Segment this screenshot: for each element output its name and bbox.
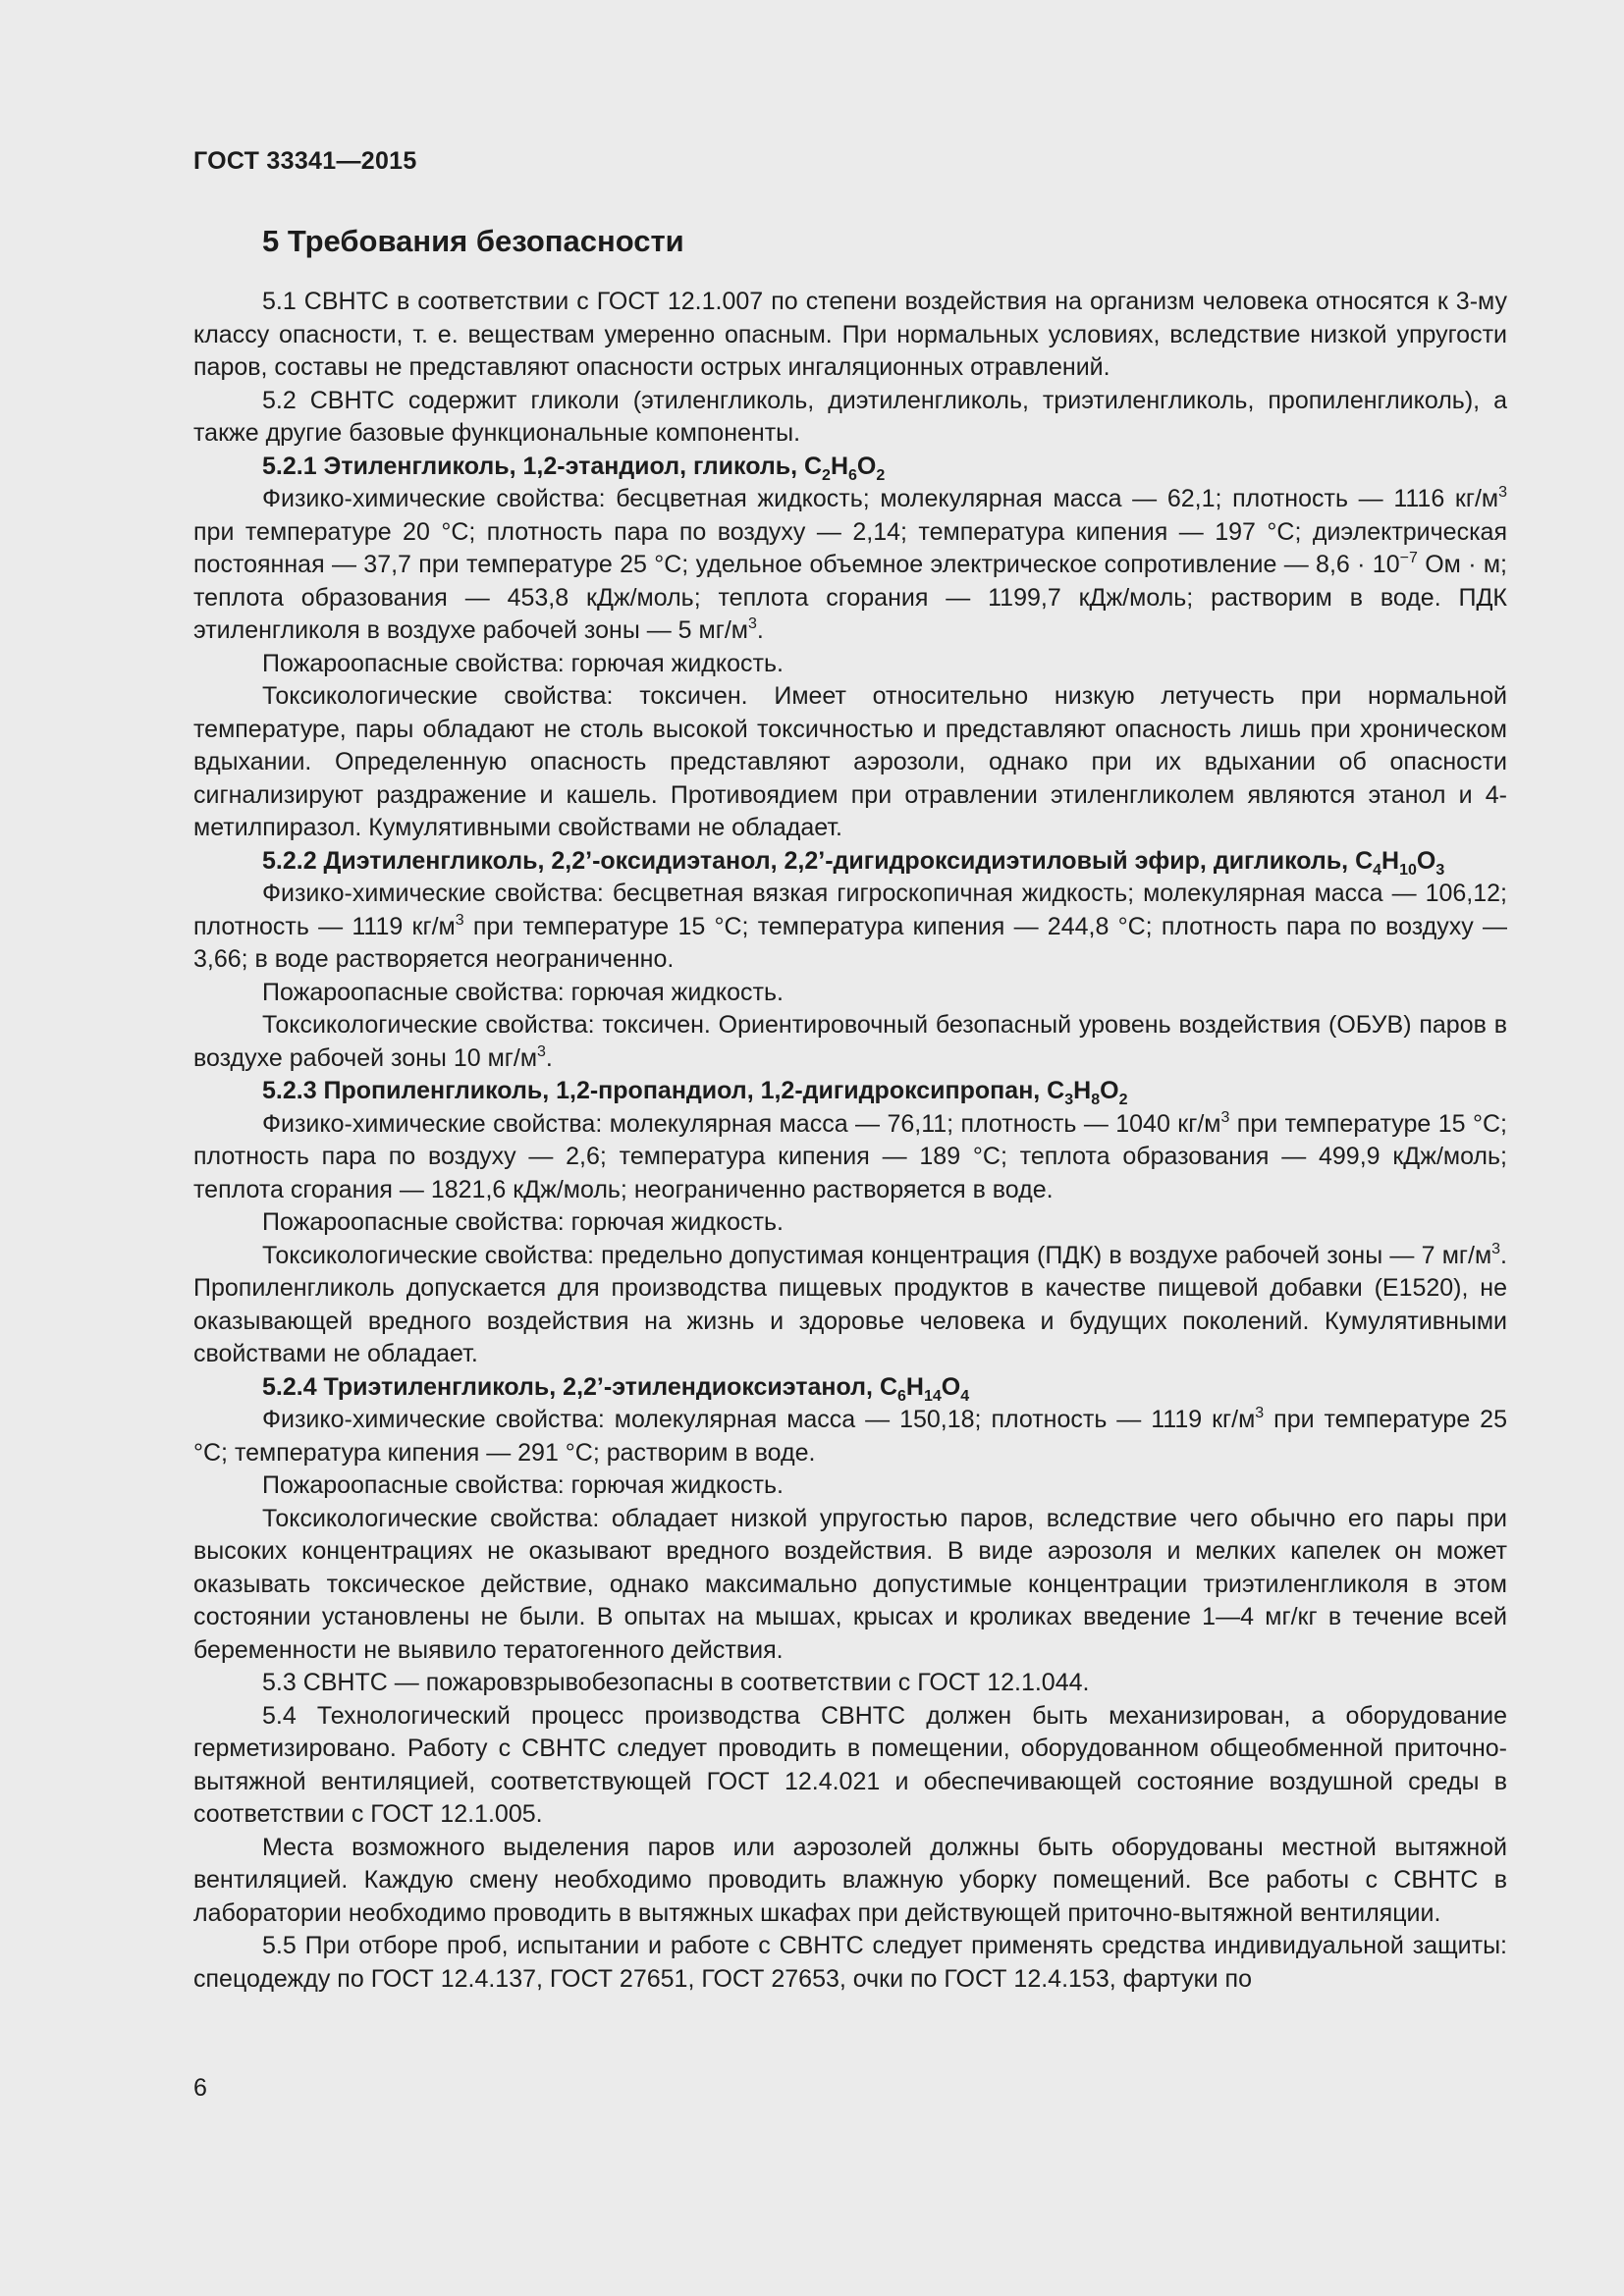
paragraph: 5.2 СВНТС содержит гликоли (этиленгликоль, диэтиленгликоль, триэтиленгликоль, пропиленгликоль), а также другие базовые функциональные компоненты. [193, 386, 1507, 447]
paragraph: Физико-химические свойства: бесцветная жидкость; молекулярная масса — 62,1; плотность — 1116 $кг/м^3$ при температуре 20 °С; плотность пара по воздуху — 2,14; температура кипения — 197 °С; диэлектрическая постоянная — 37,7 при температуре 25 °С; удельное объемное электрическое сопротивление — $8,6 \cdot 10^{-7}$ Ом · м; теплота образования — 453,8 кДж/моль; теплота сгорания — 1199,7 кДж/моль; растворим в воде. ПДК этиленгликоля в воздухе рабочей зоны — 5 $мг/м^3$. [193, 484, 1507, 644]
paragraph: Токсикологические свойства: токсичен. Ориентировочный безопасный уровень воздействия (ОБУВ) паров в воздухе рабочей зоны 10 $мг/м^3$. [193, 1011, 1507, 1072]
paragraph: Токсикологические свойства: предельно допустимая концентрация (ПДК) в воздухе рабочей зоны — 7 $мг/м^3$. Пропиленгликоль допускается для производства пищевых продуктов в качестве пищевой добавки (Е1520), не оказывающей вредного воздействия на жизнь и здоровье человека и будущих поколений. Кумулятивными свойствами не обладает. [193, 1240, 1507, 1367]
paragraph: Места возможного выделения паров или аэрозолей должны быть оборудованы местной вытяжной вентиляцией. Каждую смену необходимо проводить влажную уборку помещений. Все работы с СВНТС в лаборатории необходимо проводить в вытяжных шкафах при действующей приточно-вытяжной вентиляции. [193, 1833, 1507, 1927]
paragraph: Физико-химические свойства: молекулярная масса — 76,11; плотность — 1040 $кг/м^3$ при температуре 15 °С; плотность пара по воздуху — 2,6; температура кипения — 189 °С; теплота образования — 499,9 кДж/моль; теплота сгорания — 1821,6 кДж/моль; неограниченно растворяется в воде. [193, 1108, 1507, 1203]
paragraph: Пожароопасные свойства: горючая жидкость. [262, 649, 784, 677]
subsection-heading: 5.2.3 Пропиленгликоль, 1,2-пропандиол, 1,2-дигидроксипропан, $C_3H_8O_2$ [262, 1077, 1128, 1108]
paragraph: Физико-химические свойства: молекулярная масса — 150,18; плотность — 1119 $кг/м^3$ при температуре 25 °С; температура кипения — 291 °С; растворим в воде. [193, 1405, 1507, 1467]
paragraph: Токсикологические свойства: обладает низкой упругостью паров, вследствие чего обычно его пары при высоких концентрациях не оказывают вредного воздействия. В виде аэрозоля и мелких капелек он может оказывать токсическое действие, однако максимально допустимые концентрации триэтиленгликоля в этом состоянии установлены не были. В опытах на мышах, крысах и кроликах введение 1—4 мг/кг в течение всей беременности не выявило тератогенного действия. [193, 1504, 1507, 1664]
paragraph: Физико-химические свойства: бесцветная вязкая гигроскопичная жидкость; молекулярная масса — 106,12; плотность — 1119 $кг/м^3$ при температуре 15 °С; температура кипения — 244,8 °С; плотность пара по воздуху — 3,66; в воде растворяется неограниченно. [193, 880, 1507, 973]
paragraph: Пожароопасные свойства: горючая жидкость. [262, 1471, 784, 1499]
paragraph: 5.5 При отборе проб, испытании и работе с СВНТС следует применять средства индивидуальной защиты: спецодежду по ГОСТ 12.4.137, ГОСТ 27651, ГОСТ 27653, очки по ГОСТ 12.4.153, фартуки по [193, 1932, 1507, 1993]
document-body [193, 286, 1507, 1996]
paragraph: 5.3 СВНТС — пожаровзрывобезопасны в соответствии с ГОСТ 12.1.044. [262, 1669, 1090, 1696]
document-header-code: ГОСТ 33341—2015 [193, 147, 417, 175]
subsection-heading: 5.2.2 Диэтиленгликоль, 2,2’-оксидиэтанол, 2,2’-дигидроксидиэтиловый эфир, дигликоль, $C_4H_{10}O_3$ [262, 846, 1445, 879]
subsection-heading: 5.2.1 Этиленгликоль, 1,2-этандиол, гликоль, $C_2H_6O_2$ [262, 452, 886, 484]
paragraph: 5.4 Технологический процесс производства СВНТС должен быть механизирован, а оборудование герметизировано. Работу с СВНТС следует проводить в помещении, оборудованном общеобменной приточно-вытяжной вентиляцией, соответствующей ГОСТ 12.4.021 и обеспечивающей состояние воздушной среды в соответствии с ГОСТ 12.1.005. [193, 1701, 1507, 1828]
paragraph: Пожароопасные свойства: горючая жидкость. [262, 978, 784, 1006]
subsection-heading: 5.2.4 Триэтиленгликоль, 2,2’-этилендиоксиэтанол, $C_6H_{14}O_4$ [262, 1372, 970, 1405]
section-title: 5 Требования безопасности [262, 224, 684, 258]
paragraph: Пожароопасные свойства: горючая жидкость. [262, 1208, 784, 1236]
page-number: 6 [193, 2074, 207, 2102]
paragraph: Токсикологические свойства: токсичен. Имеет относительно низкую летучесть при нормальной температуре, пары обладают не столь высокой токсичностью и представляют опасность лишь при хроническом вдыхании. Определенную опасность представляют аэрозоли, однако при их вдыхании об опасности сигнализируют раздражение и кашель. Противоядием при отравлении этиленгликолем являются этанол и 4-метилпиразол. Кумулятивными свойствами не обладает. [193, 682, 1507, 841]
paragraph: 5.1 СВНТС в соответствии с ГОСТ 12.1.007 по степени воздействия на организм человека относятся к 3-му классу опасности, т. е. веществам умеренно опасным. При нормальных условиях, вследствие низкой упругости паров, составы не представляют опасности острых ингаляционных отравлений. [193, 288, 1507, 381]
